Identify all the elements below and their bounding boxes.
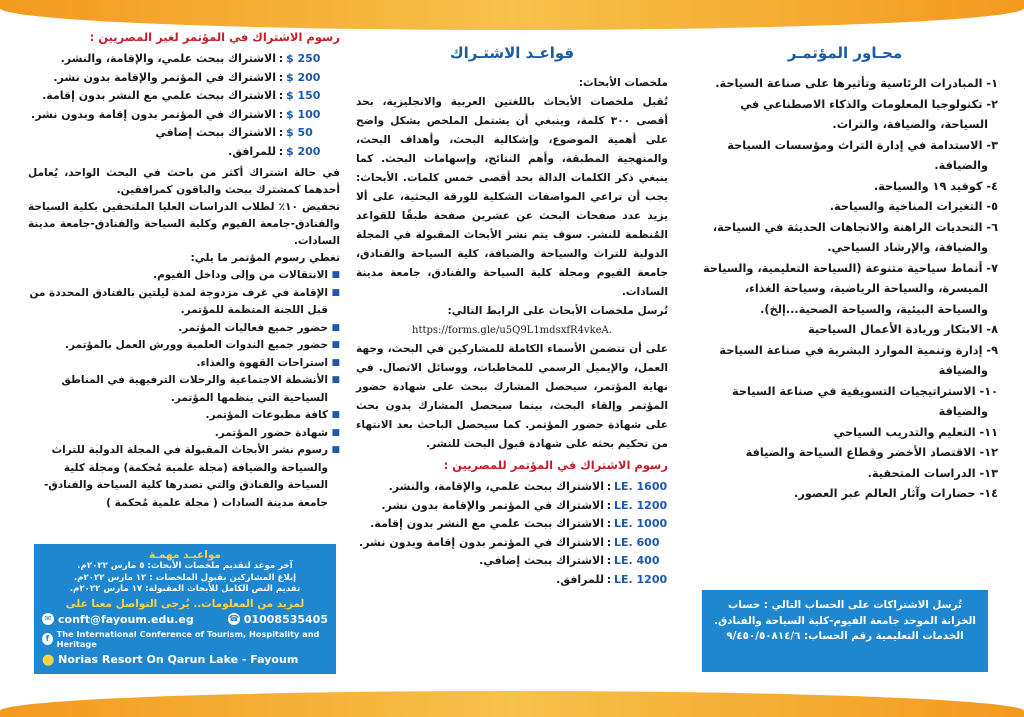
axis-item: ٩- إدارة وتنمية الموارد البشرية في صناعة السياحة والضيافة (719, 343, 998, 377)
fee-amount: $ 200 (286, 70, 321, 84)
email-contact[interactable] (42, 613, 194, 626)
fee-row (28, 106, 340, 125)
fee-row (356, 478, 668, 497)
egypt-fees-list (356, 478, 668, 589)
fee-row (356, 515, 668, 534)
facebook-contact[interactable] (42, 629, 328, 649)
fee-description: الاشتراك في المؤتمر بدون إقامة وبدون نشر. (31, 107, 276, 121)
axis-item: ١٣- الدراسات المتحفية. (867, 466, 998, 480)
axis-item: ٥- التغيرات المناخية والسياحة. (829, 200, 998, 213)
fee-separator: : (606, 554, 612, 567)
facebook-text: The International Conference of Tourism, Hospitality and Heritage (56, 628, 320, 649)
fee-row (28, 143, 340, 162)
fee-separator: : (278, 107, 284, 121)
cover-item: ■ شهادة حضور المؤتمر. (28, 425, 340, 443)
fee-separator: : (606, 572, 612, 586)
participation-rules-column (356, 24, 668, 589)
fee-amount: LE. 600 (614, 535, 660, 549)
contact-row (42, 613, 328, 626)
axis-item: ١- المبادرات الرئاسية وتأثيرها على صناعة السياحة. (715, 77, 998, 90)
fee-row (356, 571, 668, 590)
multi-author-note: في حالة اشتراك أكثر من باحث في البحث الواحد، يُعامل أحدهما كمشترك ببحث والباقون كمرافقين. (28, 167, 340, 196)
important-dates-box (34, 544, 336, 674)
discount-note: تخفيض ١٠٪ لطلاب الدراسات العليا الملتحقين بكلية السياحة والفنادق-جامعة الفيوم وكلية السياحة والفنادق-جامعة مدينة السادات. (28, 201, 340, 247)
dates-title: مواعيـد مهمـة (149, 549, 221, 561)
foreign-fees-list (28, 50, 340, 161)
cover-item: ■ رسوم نشر الأبحاث المقبولة في المجلة الدولية للتراث والسياحة والضيافة (مجلة علمية مُحكمة) ومجلة كلية السياحة والفنادق والتي تصدرها كلية السياحة والفنادق- جامعة مدينة السادات ( مجلة علمية مُحكمة ) (28, 442, 340, 512)
fee-separator: : (278, 89, 284, 102)
fee-amount: $ 150 (286, 89, 321, 102)
location-row (42, 653, 328, 666)
axes-heading: محـاور المؤتمـر (787, 44, 903, 62)
email-icon: ✉ (42, 613, 54, 625)
cover-item: ■ استراحات القهوة والغذاء. (28, 355, 340, 373)
fee-description: الاشتراك في المؤتمر والإقامة بدون نشر. (53, 70, 276, 84)
fee-separator: : (606, 498, 612, 512)
facebook-icon: f (42, 633, 53, 645)
fee-separator: : (278, 126, 284, 139)
fee-separator: : (278, 144, 284, 158)
fee-description: الاشتراك في المؤتمر بدون إقامة وبدون نشر. (359, 535, 604, 549)
fee-row (356, 552, 668, 571)
fee-separator: : (606, 480, 612, 493)
fee-amount: LE. 400 (614, 554, 660, 567)
axis-item: ٤- كوفيد ١٩ والسياحة. (873, 179, 998, 193)
fee-amount: $ 50 (286, 126, 313, 139)
abstracts-text: تُقبل ملخصات الأبحاث باللغتين العربية والانجليزية، بحد أقصى ٣٠٠ كلمة، وينبغي أن يشتمل الملخص بشكل واضح على أهمية الموضوع، وإشكالية البحث، وأهداف البحث، والمنهجية المطبقة، وأهم النتائج، وإسهامات البحث. كما ينبغي ذكر الكلمات الدالة بحد أقصى خمس كلمات. الأبحاث: يجب أن تراعي المواصفات الشكلية للورقة البحثية، على ألا يزيد عدد صفحات البحث عن عشرين صفحة طبقًا للقواعد المُنظمة للنشر. سوف يتم نشر الأبحاث المقبولة في المجلة الدولية للتراث والسياحة والضيافة، كلية السياحة والفنادق، جامعة الفيوم ومجلة كلية السياحة والفنادق، جامعة مدينة السادات. (356, 96, 668, 298)
notes-text: على أن تتضمن الأسماء الكاملة للمشاركين في البحث، وجهة العمل، والإيميل الرسمي للمخاطبات، ووسائل الاتصال. في نهاية المؤتمر، سيحصل المشارك ببحث على شهادة حضور المؤتمر وإلقاء البحث، بينما سيحصل المشارك بدون بحث على شهادة حضور المؤتمر. كما سيحصل الباحث بعد الانتهاء من تحكيم بحثه على شهادة قبول البحث للنشر. (356, 343, 668, 450)
conference-axes-column (692, 24, 998, 505)
axes-list (692, 74, 998, 505)
foreign-fees-title: رسوم الاشتراك في المؤتمر لغير المصريين : (89, 30, 340, 44)
location-pin-icon: ⬤ (42, 652, 55, 666)
phone-text: 01008535405 (243, 612, 328, 626)
covers-list (28, 267, 340, 512)
link-intro: تُرسل ملخصات الأبحاث على الرابط التالي: (447, 305, 668, 317)
fee-amount: $ 250 (286, 52, 321, 65)
phone-icon: ☎ (228, 614, 239, 623)
fees-coverage-column (28, 24, 340, 512)
date-line: إبلاغ المشاركين بقبول الملخصات : ١٢ مارس ٢٠٢٢م. (73, 572, 297, 583)
axis-item: ٦- التحديات الراهنة والاتجاهات الحديثة في السياحة، والضيافة، والإرشاد السياحي. (712, 220, 998, 254)
axis-item: ١٠- الاستراتيجيات التسويقية في صناعة السياحة والضيافة (731, 384, 998, 418)
fee-description: للمرافق. (556, 572, 604, 586)
egypt-fees-title: رسوم الاشتراك في المؤتمر للمصريين : (443, 458, 668, 472)
axis-item: ١١- التعليم والتدريب السياحي (833, 425, 998, 439)
fee-description: الاشتراك ببحث إضافي. (479, 554, 604, 567)
axis-item: ٧- أنماط سياحية متنوعة (السياحة التعليمية، والسياحة الميسرة، والسياحة الرياضية، وسياحة الغذاء، والسياحة البيئية، والسياحة الصحية...إلخ). (702, 261, 998, 316)
fee-row (28, 87, 340, 106)
fee-separator: : (606, 517, 612, 530)
fee-separator: : (278, 52, 284, 65)
fee-amount: LE. 1000 (614, 517, 668, 530)
fee-separator: : (278, 70, 284, 84)
phone-contact[interactable] (228, 613, 328, 626)
axis-item: ٣- الاستدامة في إدارة التراث ومؤسسات السياحة والضيافة. (727, 138, 998, 172)
rules-heading: قواعـد الاشتـراك (449, 44, 575, 62)
cover-item: ■ حضور جميع فعاليات المؤتمر. (28, 320, 340, 338)
fee-description: الاشتراك ببحث علمي مع النشر بدون إقامة. (42, 89, 276, 102)
fee-amount: LE. 1600 (614, 480, 668, 493)
cover-item: ■ الإقامة في غرف مزدوجة لمدة ليلتين بالفنادق المحددة من قبل اللجنة المنظمة للمؤتمر. (28, 285, 340, 320)
fee-description: للمرافق. (228, 144, 276, 158)
fee-description: الاشتراك ببحث علمي، والإقامة، والنشر. (388, 480, 604, 493)
cover-item: ■ الانتقالات من وإلى وداخل الفيوم. (28, 267, 340, 285)
fee-row (28, 124, 340, 143)
location-text: Norias Resort On Qarun Lake - Fayoum (58, 652, 299, 666)
bank-account-box: تُرسل الاشتراكات على الحساب التالي : حساب الخزانة الموحد جامعة الفيوم-كلية السياحة والفنادق. الخدمات التعليمية رقم الحساب: ٩/٤٥٠/٥٠٨١٤/٦ (702, 590, 988, 672)
cover-item: ■ حضور جميع الندوات العلمية وورش العمل بالمؤتمر. (28, 337, 340, 355)
covers-title: تغطي رسوم المؤتمر ما يلي: (190, 252, 340, 264)
abstracts-title: ملخصات الأبحاث: (578, 77, 668, 89)
axis-item: ١٤- حضارات وآثار العالم عبر العصور. (794, 487, 998, 500)
axis-item: ٨- الابتكار وريادة الأعمال السياحية (808, 323, 998, 336)
axis-item: ١٢- الاقتصاد الأخضر وقطاع السياحة والضيافة (745, 446, 998, 459)
submission-link[interactable]: https://forms.gle/u5Q9L1mdsxfR4vkeA. (412, 325, 612, 336)
fee-row (28, 69, 340, 88)
axis-item: ٢- تكنولوجيا المعلومات والذكاء الاصطناعي في السياحة، والضيافة، والتراث. (740, 97, 998, 131)
contact-prompt: لمزيد من المعلومات.. يُرجى التواصل معنا على (65, 597, 305, 610)
bottom-wave-decoration (0, 691, 1024, 717)
email-text: conft@fayoum.edu.eg (58, 612, 194, 626)
fee-description: الاشتراك ببحث علمي، والإقامة، والنشر. (60, 52, 276, 65)
fee-description: الاشتراك في المؤتمر والإقامة بدون نشر. (381, 498, 604, 512)
fee-row (356, 534, 668, 553)
fee-description: الاشتراك ببحث إضافي (155, 126, 276, 139)
fee-amount: $ 100 (286, 107, 321, 121)
fee-separator: : (606, 535, 612, 549)
date-line: آخر موعد لتقديم ملخصات الأبحاث: ٥ مارس ٢٠٢٢م. (77, 561, 293, 571)
date-line: تقديم النص الكامل للأبحاث المقبولة: ١٧ مارس ٢٠٢٢م. (69, 584, 301, 594)
fee-row (356, 497, 668, 516)
cover-item: ■ كافة مطبوعات المؤتمر. (28, 407, 340, 425)
cover-item: ■ الأنشطة الاجتماعية والرحلات الترفيهية في المناطق السياحية التي ينظمها المؤتمر. (28, 372, 340, 407)
fee-amount: LE. 1200 (614, 572, 668, 586)
fee-amount: $ 200 (286, 144, 321, 158)
fee-amount: LE. 1200 (614, 498, 668, 512)
fee-row (28, 50, 340, 69)
fee-description: الاشتراك ببحث علمي مع النشر بدون إقامة. (370, 517, 604, 530)
